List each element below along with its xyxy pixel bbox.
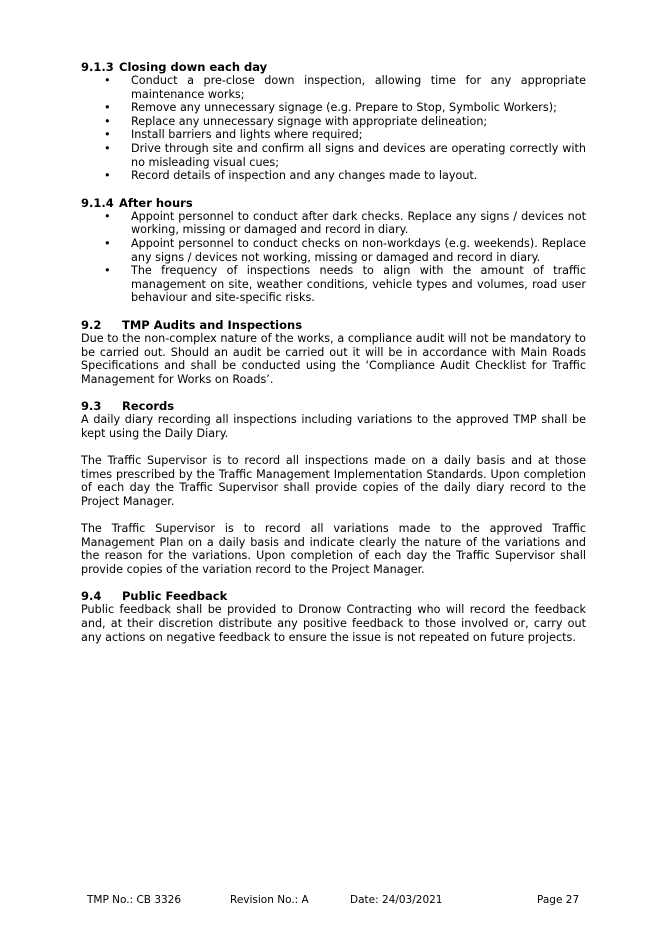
section-9-4 bbox=[81, 589, 586, 644]
section-title: Public Feedback bbox=[122, 589, 228, 604]
section-heading bbox=[81, 589, 586, 603]
list-item bbox=[81, 264, 586, 305]
section-title: Closing down each day bbox=[119, 60, 268, 74]
section-number: 9.3 bbox=[81, 399, 102, 414]
list-item-text: Remove any unnecessary signage (e.g. Prepare to Stop, Symbolic Workers); bbox=[131, 101, 557, 115]
list-item bbox=[81, 237, 586, 264]
section-number: 9.1.3 bbox=[81, 60, 114, 74]
section-number: 9.4 bbox=[81, 589, 102, 604]
list-item-text: Conduct a pre-close down inspection, allowing time for any appropriate maintenance works; bbox=[131, 74, 586, 101]
list-item-text: Install barriers and lights where required; bbox=[131, 128, 363, 142]
bullet-icon: • bbox=[104, 74, 111, 87]
list-item bbox=[81, 115, 586, 129]
paragraph: The Traffic Supervisor is to record all variations made to the approved Traffic Management Plan on a daily basis and indicate clearly the nature of the variations and the reason for the variations. Upon completion of each day the Traffic Supervisor shall provide copies of the variation record to the Project Manager. bbox=[81, 522, 586, 576]
bullet-icon: • bbox=[104, 264, 111, 278]
section-9-1-4 bbox=[81, 196, 586, 305]
section-heading bbox=[81, 318, 586, 332]
list-item bbox=[81, 210, 586, 237]
section-number: 9.2 bbox=[81, 317, 102, 332]
page-content bbox=[81, 60, 586, 657]
section-title: After hours bbox=[119, 195, 193, 210]
section-9-2 bbox=[81, 318, 586, 386]
list-item-text: Record details of inspection and any changes made to layout. bbox=[131, 169, 478, 183]
bullet-icon: • bbox=[104, 209, 111, 223]
footer-page-number: Page 27 bbox=[537, 894, 580, 906]
list-item bbox=[81, 74, 586, 101]
bullet-icon: • bbox=[104, 169, 111, 183]
bullet-icon: • bbox=[104, 128, 111, 142]
list-item-text: Drive through site and confirm all signs and devices are operating correctly with no misleading visual cues; bbox=[131, 141, 586, 169]
list-item-text: Appoint personnel to conduct checks on non-workdays (e.g. weekends). Replace any signs / devices not working, missing or damaged and record in diary. bbox=[131, 236, 586, 264]
section-number: 9.1.4 bbox=[81, 195, 114, 210]
list-item bbox=[81, 128, 586, 142]
list-item-text: Replace any unnecessary signage with appropriate delineation; bbox=[131, 114, 488, 128]
list-item bbox=[81, 101, 586, 115]
list-item bbox=[81, 169, 586, 183]
section-title: TMP Audits and Inspections bbox=[122, 317, 303, 332]
section-heading bbox=[81, 60, 586, 74]
footer-tmp-number: TMP No.: CB 3326 bbox=[87, 894, 182, 906]
bullet-icon: • bbox=[104, 114, 111, 128]
paragraph: A daily diary recording all inspections including variations to the approved TMP shall be kept using the Daily Diary. bbox=[81, 413, 586, 440]
bullet-list bbox=[81, 210, 586, 305]
bullet-icon: • bbox=[104, 101, 111, 115]
footer-date: Date: 24/03/2021 bbox=[350, 894, 443, 906]
bullet-icon: • bbox=[104, 141, 111, 155]
section-9-1-3 bbox=[81, 60, 586, 183]
paragraph: Public feedback shall be provided to Dronow Contracting who will record the feedback and, at their discretion distribute any positive feedback to those involved or, carry out any actions on negative feedback to ensure the issue is not repeated on future projects. bbox=[81, 603, 586, 644]
list-item-text: Appoint personnel to conduct after dark checks. Replace any signs / devices not working, missing or damaged and record in diary. bbox=[131, 209, 586, 237]
section-heading bbox=[81, 399, 586, 413]
bullet-icon: • bbox=[104, 236, 111, 250]
section-9-3 bbox=[81, 399, 586, 576]
paragraph: The Traffic Supervisor is to record all inspections made on a daily basis and at those times prescribed by the Traffic Management Implementation Standards. Upon completion of each day the Traffic Supervisor shall provide copies of the daily diary record to the Project Manager. bbox=[81, 454, 586, 508]
section-title: Records bbox=[122, 399, 175, 414]
footer-revision: Revision No.: A bbox=[230, 894, 309, 906]
section-heading bbox=[81, 196, 586, 210]
list-item-text: The frequency of inspections needs to align with the amount of traffic management on site, weather conditions, vehicle types and volumes, road user behaviour and site-specific risks. bbox=[131, 264, 586, 305]
list-item bbox=[81, 142, 586, 169]
bullet-list bbox=[81, 74, 586, 183]
paragraph: Due to the non-complex nature of the works, a compliance audit will not be mandatory to be carried out. Should an audit be carried out it will be in accordance with Main Roads Specifications and shall be conducted using the ‘Compliance Audit Checklist for Traffic Management for Works on Roads’. bbox=[81, 331, 586, 386]
